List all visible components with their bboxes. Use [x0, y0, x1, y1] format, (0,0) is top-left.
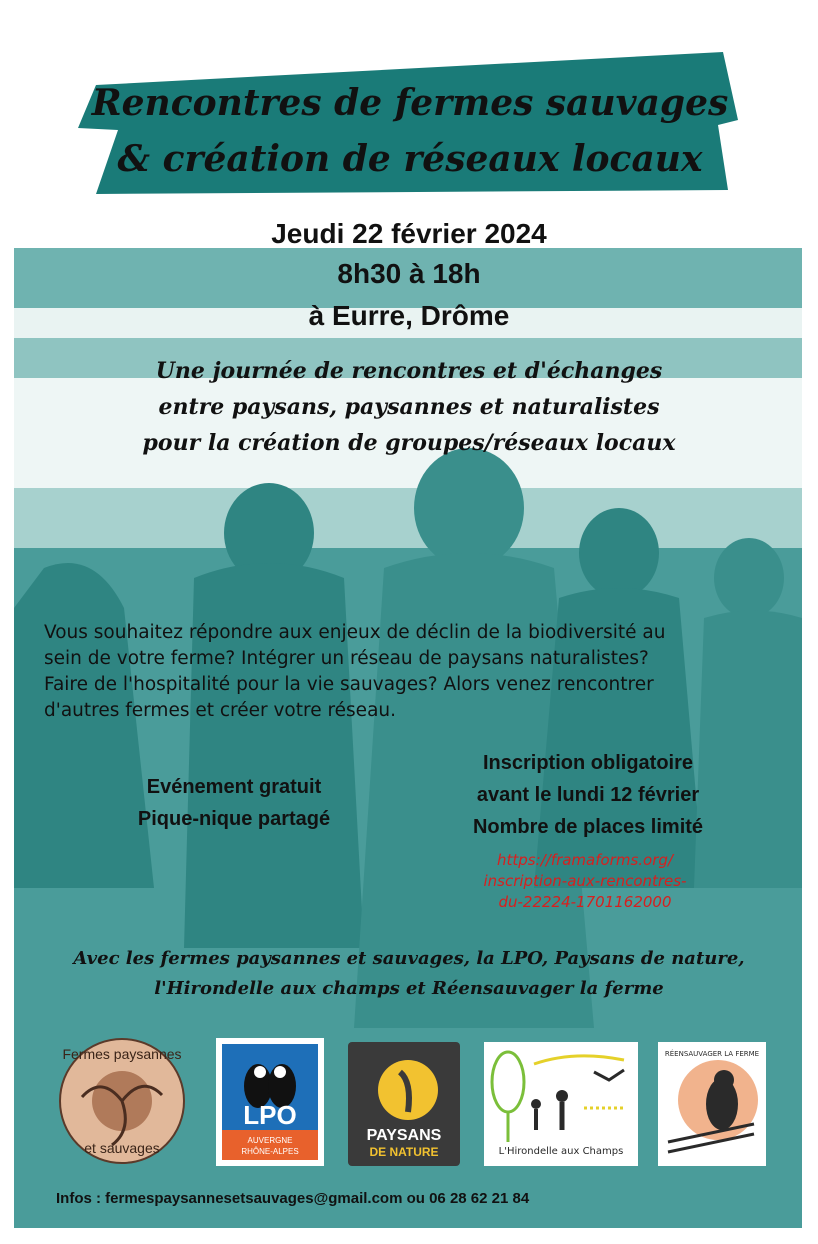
- description-line-2: sein de votre ferme? Intégrer un réseau de paysans naturalistes?: [44, 648, 649, 669]
- title-line-1: Rencontres de fermes sauvages: [91, 82, 729, 124]
- partners-line-2: l'Hirondelle aux champs et Réensauvager la ferme: [154, 978, 664, 999]
- fps-bottom-text: et sauvages: [84, 1140, 160, 1156]
- registration-required: Inscription obligatoire: [482, 752, 693, 774]
- registration-link[interactable]: [440, 850, 730, 913]
- logo-paysans-de-nature: [348, 1042, 460, 1166]
- lpo-region-1: AUVERGNE: [247, 1136, 293, 1145]
- registration-deadline: avant le lundi 12 février: [476, 784, 700, 806]
- logo-reensauvager: [658, 1042, 766, 1166]
- subtitle-line-2: entre paysans, paysannes et naturalistes: [158, 394, 660, 420]
- logo-fermes-paysannes: [52, 1035, 192, 1165]
- fps-top-text: Fermes paysannes: [62, 1046, 182, 1062]
- lpo-text: LPO: [243, 1100, 297, 1130]
- free-event: Evénement gratuit: [146, 776, 322, 798]
- link-line-2[interactable]: inscription-aux-rencontres-: [483, 872, 687, 890]
- event-time: 8h30 à 18h: [337, 258, 481, 289]
- title-line-2: & création de réseaux locaux: [117, 138, 703, 180]
- shared-picnic: Pique-nique partagé: [137, 808, 331, 830]
- description-line-1: Vous souhaitez répondre aux enjeux de déclin de la biodiversité au: [44, 622, 666, 643]
- link-line-1[interactable]: https://framaforms.org/: [497, 851, 673, 869]
- pdn-text-1: PAYSANS: [366, 1127, 442, 1144]
- description: [44, 620, 784, 724]
- subtitle-line-3: pour la création de groupes/réseaux locaux: [142, 430, 676, 456]
- subtitle-line-1: Une journée de rencontres et d'échanges: [155, 358, 663, 384]
- reensauvager-text: RÉENSAUVAGER LA FERME: [664, 1050, 760, 1058]
- lpo-region-2: RHÔNE-ALPES: [241, 1147, 299, 1156]
- partners-line-1: Avec les fermes paysannes et sauvages, la LPO, Paysans de nature,: [73, 948, 745, 969]
- hirondelle-text: L'Hirondelle aux Champs: [498, 1146, 624, 1157]
- pdn-text-2: DE NATURE: [369, 1145, 439, 1159]
- event-date: Jeudi 22 février 2024: [271, 218, 547, 249]
- logo-lpo: [216, 1038, 324, 1166]
- event-place: à Eurre, Drôme: [308, 300, 510, 331]
- limited-places: Nombre de places limité: [472, 816, 704, 838]
- description-line-4: d'autres fermes et créer votre réseau.: [44, 700, 397, 721]
- link-line-3[interactable]: du-22224-1701162000: [498, 893, 672, 911]
- logo-hirondelle: [484, 1042, 638, 1166]
- footer-contact[interactable]: Infos : fermespaysannesetsauvages@gmail.com ou 06 28 62 21 84: [56, 1190, 530, 1207]
- description-line-3: Faire de l'hospitalité pour la vie sauvages? Alors venez rencontrer: [44, 674, 654, 695]
